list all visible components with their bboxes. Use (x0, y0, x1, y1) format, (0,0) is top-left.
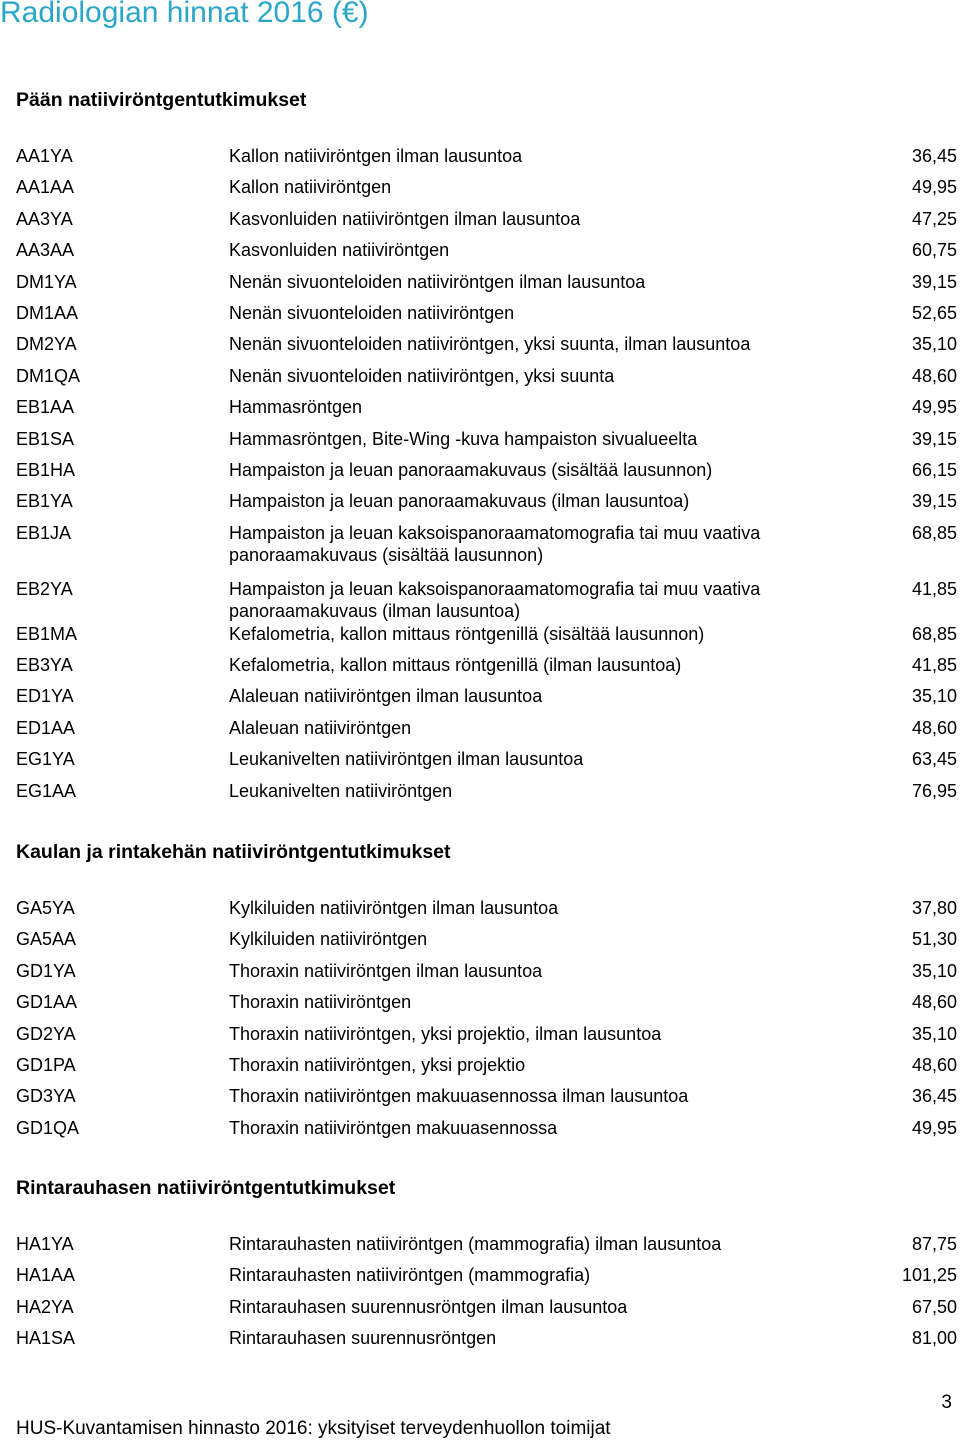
procedure-code: AA3AA (16, 240, 75, 261)
procedure-price: 87,75 (911, 1234, 957, 1254)
procedure-description: Nenän sivuonteloiden natiiviröntgen ilman lausuntoa (229, 271, 646, 292)
procedure-description: Kylkiluiden natiiviröntgen (229, 929, 428, 950)
procedure-description: Hammasröntgen, Bite-Wing -kuva hampaiston sivualueelta (229, 428, 698, 449)
procedure-description: Rintarauhasen suurennusröntgen ilman lausuntoa (229, 1296, 628, 1317)
procedure-price: 39,15 (911, 428, 957, 449)
section-head (16, 88, 957, 801)
section-heading: Pään natiiviröntgentutkimukset (16, 89, 307, 111)
procedure-code: DM1AA (16, 302, 79, 323)
procedure-price: 48,60 (911, 1054, 957, 1075)
procedure-price: 41,85 (911, 578, 957, 599)
procedure-description: Hampaiston ja leuan kaksoispanoraamatomografia tai muu vaativa panoraamakuvaus (ilman lausuntoa) (229, 578, 761, 621)
procedure-description: Rintarauhasten natiiviröntgen (mammografia) ilman lausuntoa (229, 1234, 722, 1254)
procedure-code: AA3YA (16, 208, 73, 229)
footer-text: HUS-Kuvantamisen hinnasto 2016: yksityiset terveydenhuollon toimijat (16, 1418, 611, 1439)
procedure-code: EB2YA (16, 578, 73, 599)
procedure-price: 52,65 (911, 302, 957, 323)
table-row (16, 685, 957, 716)
procedure-code: HA1AA (16, 1265, 76, 1286)
procedure-price: 49,95 (911, 177, 957, 198)
procedure-price: 35,10 (911, 686, 957, 707)
procedure-description: Nenän sivuonteloiden natiiviröntgen, yksi suunta (229, 365, 615, 386)
procedure-description: Alaleuan natiiviröntgen ilman lausuntoa (229, 686, 543, 707)
procedure-description: Kefalometria, kallon mittaus röntgenillä (ilman lausuntoa) (229, 655, 682, 676)
table-row (16, 271, 957, 302)
table-row (16, 991, 957, 1022)
procedure-description: Alaleuan natiiviröntgen (229, 717, 412, 738)
procedure-description: Rintarauhasten natiiviröntgen (mammografia) (229, 1265, 591, 1286)
table-row (16, 333, 957, 364)
procedure-description: Rintarauhasen suurennusröntgen (229, 1328, 497, 1349)
procedure-description: Kefalometria, kallon mittaus röntgenillä (sisältää lausunnon) (229, 623, 705, 644)
procedure-price: 48,60 (911, 365, 957, 386)
table-row (16, 176, 957, 207)
procedure-description: Nenän sivuonteloiden natiiviröntgen (229, 302, 515, 323)
procedure-price: 66,15 (911, 459, 957, 480)
section-neck-chest (16, 840, 957, 1138)
procedure-code: GD3YA (16, 1086, 76, 1107)
table-row (16, 1233, 957, 1264)
procedure-price: 76,95 (911, 780, 957, 801)
page-title: Radiologian hinnat 2016 (€) (0, 0, 369, 29)
procedure-code: GA5YA (16, 898, 75, 918)
table-row (16, 1023, 957, 1054)
section-heading: Kaulan ja rintakehän natiiviröntgentutkimukset (16, 841, 451, 863)
procedure-code: EG1AA (16, 780, 77, 801)
procedure-description: Leukanivelten natiiviröntgen ilman lausuntoa (229, 749, 584, 770)
table-row (16, 1085, 957, 1116)
table-row (16, 748, 957, 779)
procedure-price: 49,95 (911, 1117, 957, 1138)
procedure-price: 48,60 (911, 717, 957, 738)
procedure-price: 51,30 (911, 929, 957, 950)
procedure-code: GD2YA (16, 1023, 76, 1044)
section-breast (16, 1176, 957, 1349)
price-table (16, 897, 957, 1148)
procedure-code: AA1YA (16, 146, 73, 166)
table-row (16, 1327, 957, 1358)
table-row (16, 780, 957, 811)
table-row (16, 428, 957, 459)
table-row (16, 208, 957, 239)
procedure-code: EB1YA (16, 491, 73, 512)
procedure-code: HA2YA (16, 1296, 74, 1317)
procedure-code: EB3YA (16, 655, 73, 676)
table-row (16, 302, 957, 333)
table-row (16, 490, 957, 521)
procedure-code: EB1MA (16, 623, 78, 644)
page-number: 3 (941, 1392, 952, 1413)
section-heading: Rintarauhasen natiiviröntgentutkimukset (16, 1177, 396, 1199)
procedure-description: Kallon natiiviröntgen (229, 177, 392, 198)
procedure-description: Hampaiston ja leuan kaksoispanoraamatomografia tai muu vaativa panoraamakuvaus (sisältää lausunnon) (229, 522, 761, 565)
table-row (16, 1117, 957, 1148)
procedure-description: Hampaiston ja leuan panoraamakuvaus (ilman lausuntoa) (229, 491, 690, 512)
procedure-code: HA1YA (16, 1234, 74, 1254)
procedure-code: ED1AA (16, 717, 76, 738)
procedure-description: Thoraxin natiiviröntgen ilman lausuntoa (229, 960, 543, 981)
procedure-price: 41,85 (911, 655, 957, 676)
table-row (16, 365, 957, 396)
price-table (16, 145, 957, 811)
procedure-price: 36,45 (911, 146, 957, 166)
procedure-price: 48,60 (911, 992, 957, 1013)
table-row (16, 239, 957, 270)
procedure-code: EB1HA (16, 459, 76, 480)
procedure-description: Leukanivelten natiiviröntgen (229, 780, 453, 801)
table-row (16, 623, 957, 654)
procedure-code: GD1PA (16, 1054, 76, 1075)
procedure-code: EB1SA (16, 428, 75, 449)
procedure-price: 101,25 (901, 1265, 957, 1286)
table-row (16, 654, 957, 685)
table-row (16, 396, 957, 427)
procedure-price: 60,75 (911, 240, 957, 261)
procedure-price: 68,85 (911, 623, 957, 644)
table-row (16, 522, 957, 578)
procedure-description: Hampaiston ja leuan panoraamakuvaus (sisältää lausunnon) (229, 459, 713, 480)
procedure-price: 35,10 (911, 334, 957, 355)
procedure-price: 36,45 (911, 1086, 957, 1107)
procedure-description: Kasvonluiden natiiviröntgen (229, 240, 450, 261)
procedure-description: Kylkiluiden natiiviröntgen ilman lausuntoa (229, 898, 559, 918)
procedure-code: DM1QA (16, 365, 81, 386)
procedure-price: 39,15 (911, 491, 957, 512)
table-row (16, 1296, 957, 1327)
table-row (16, 459, 957, 490)
procedure-code: EB1AA (16, 397, 75, 418)
procedure-description: Nenän sivuonteloiden natiiviröntgen, yksi suunta, ilman lausuntoa (229, 334, 751, 355)
procedure-price: 81,00 (911, 1328, 957, 1349)
procedure-description: Thoraxin natiiviröntgen (229, 992, 412, 1013)
procedure-price: 35,10 (911, 960, 957, 981)
table-row (16, 717, 957, 748)
table-row (16, 1264, 957, 1295)
procedure-price: 49,95 (911, 397, 957, 418)
price-table (16, 1233, 957, 1359)
table-row (16, 897, 957, 928)
procedure-description: Thoraxin natiiviröntgen makuuasennossa (229, 1117, 558, 1138)
procedure-price: 63,45 (911, 749, 957, 770)
procedure-price: 67,50 (911, 1296, 957, 1317)
table-row (16, 578, 957, 623)
procedure-description: Kasvonluiden natiiviröntgen ilman lausuntoa (229, 208, 581, 229)
procedure-price: 37,80 (911, 898, 957, 918)
procedure-code: DM1YA (16, 271, 77, 292)
procedure-description: Thoraxin natiiviröntgen makuuasennossa ilman lausuntoa (229, 1086, 689, 1107)
table-row (16, 960, 957, 991)
procedure-code: GD1QA (16, 1117, 80, 1138)
procedure-price: 47,25 (911, 208, 957, 229)
procedure-code: DM2YA (16, 334, 77, 355)
procedure-code: HA1SA (16, 1328, 76, 1349)
procedure-code: GD1AA (16, 992, 78, 1013)
procedure-code: EG1YA (16, 749, 75, 770)
procedure-code: GA5AA (16, 929, 77, 950)
table-row (16, 928, 957, 959)
procedure-code: EB1JA (16, 522, 72, 543)
table-row (16, 145, 957, 176)
procedure-code: GD1YA (16, 960, 76, 981)
procedure-code: ED1YA (16, 686, 74, 707)
procedure-description: Thoraxin natiiviröntgen, yksi projektio (229, 1054, 526, 1075)
procedure-price: 68,85 (911, 522, 957, 543)
procedure-price: 39,15 (911, 271, 957, 292)
table-row (16, 1054, 957, 1085)
procedure-price: 35,10 (911, 1023, 957, 1044)
procedure-description: Thoraxin natiiviröntgen, yksi projektio, ilman lausuntoa (229, 1023, 662, 1044)
procedure-description: Hammasröntgen (229, 397, 363, 418)
procedure-description: Kallon natiiviröntgen ilman lausuntoa (229, 146, 523, 166)
procedure-code: AA1AA (16, 177, 75, 198)
